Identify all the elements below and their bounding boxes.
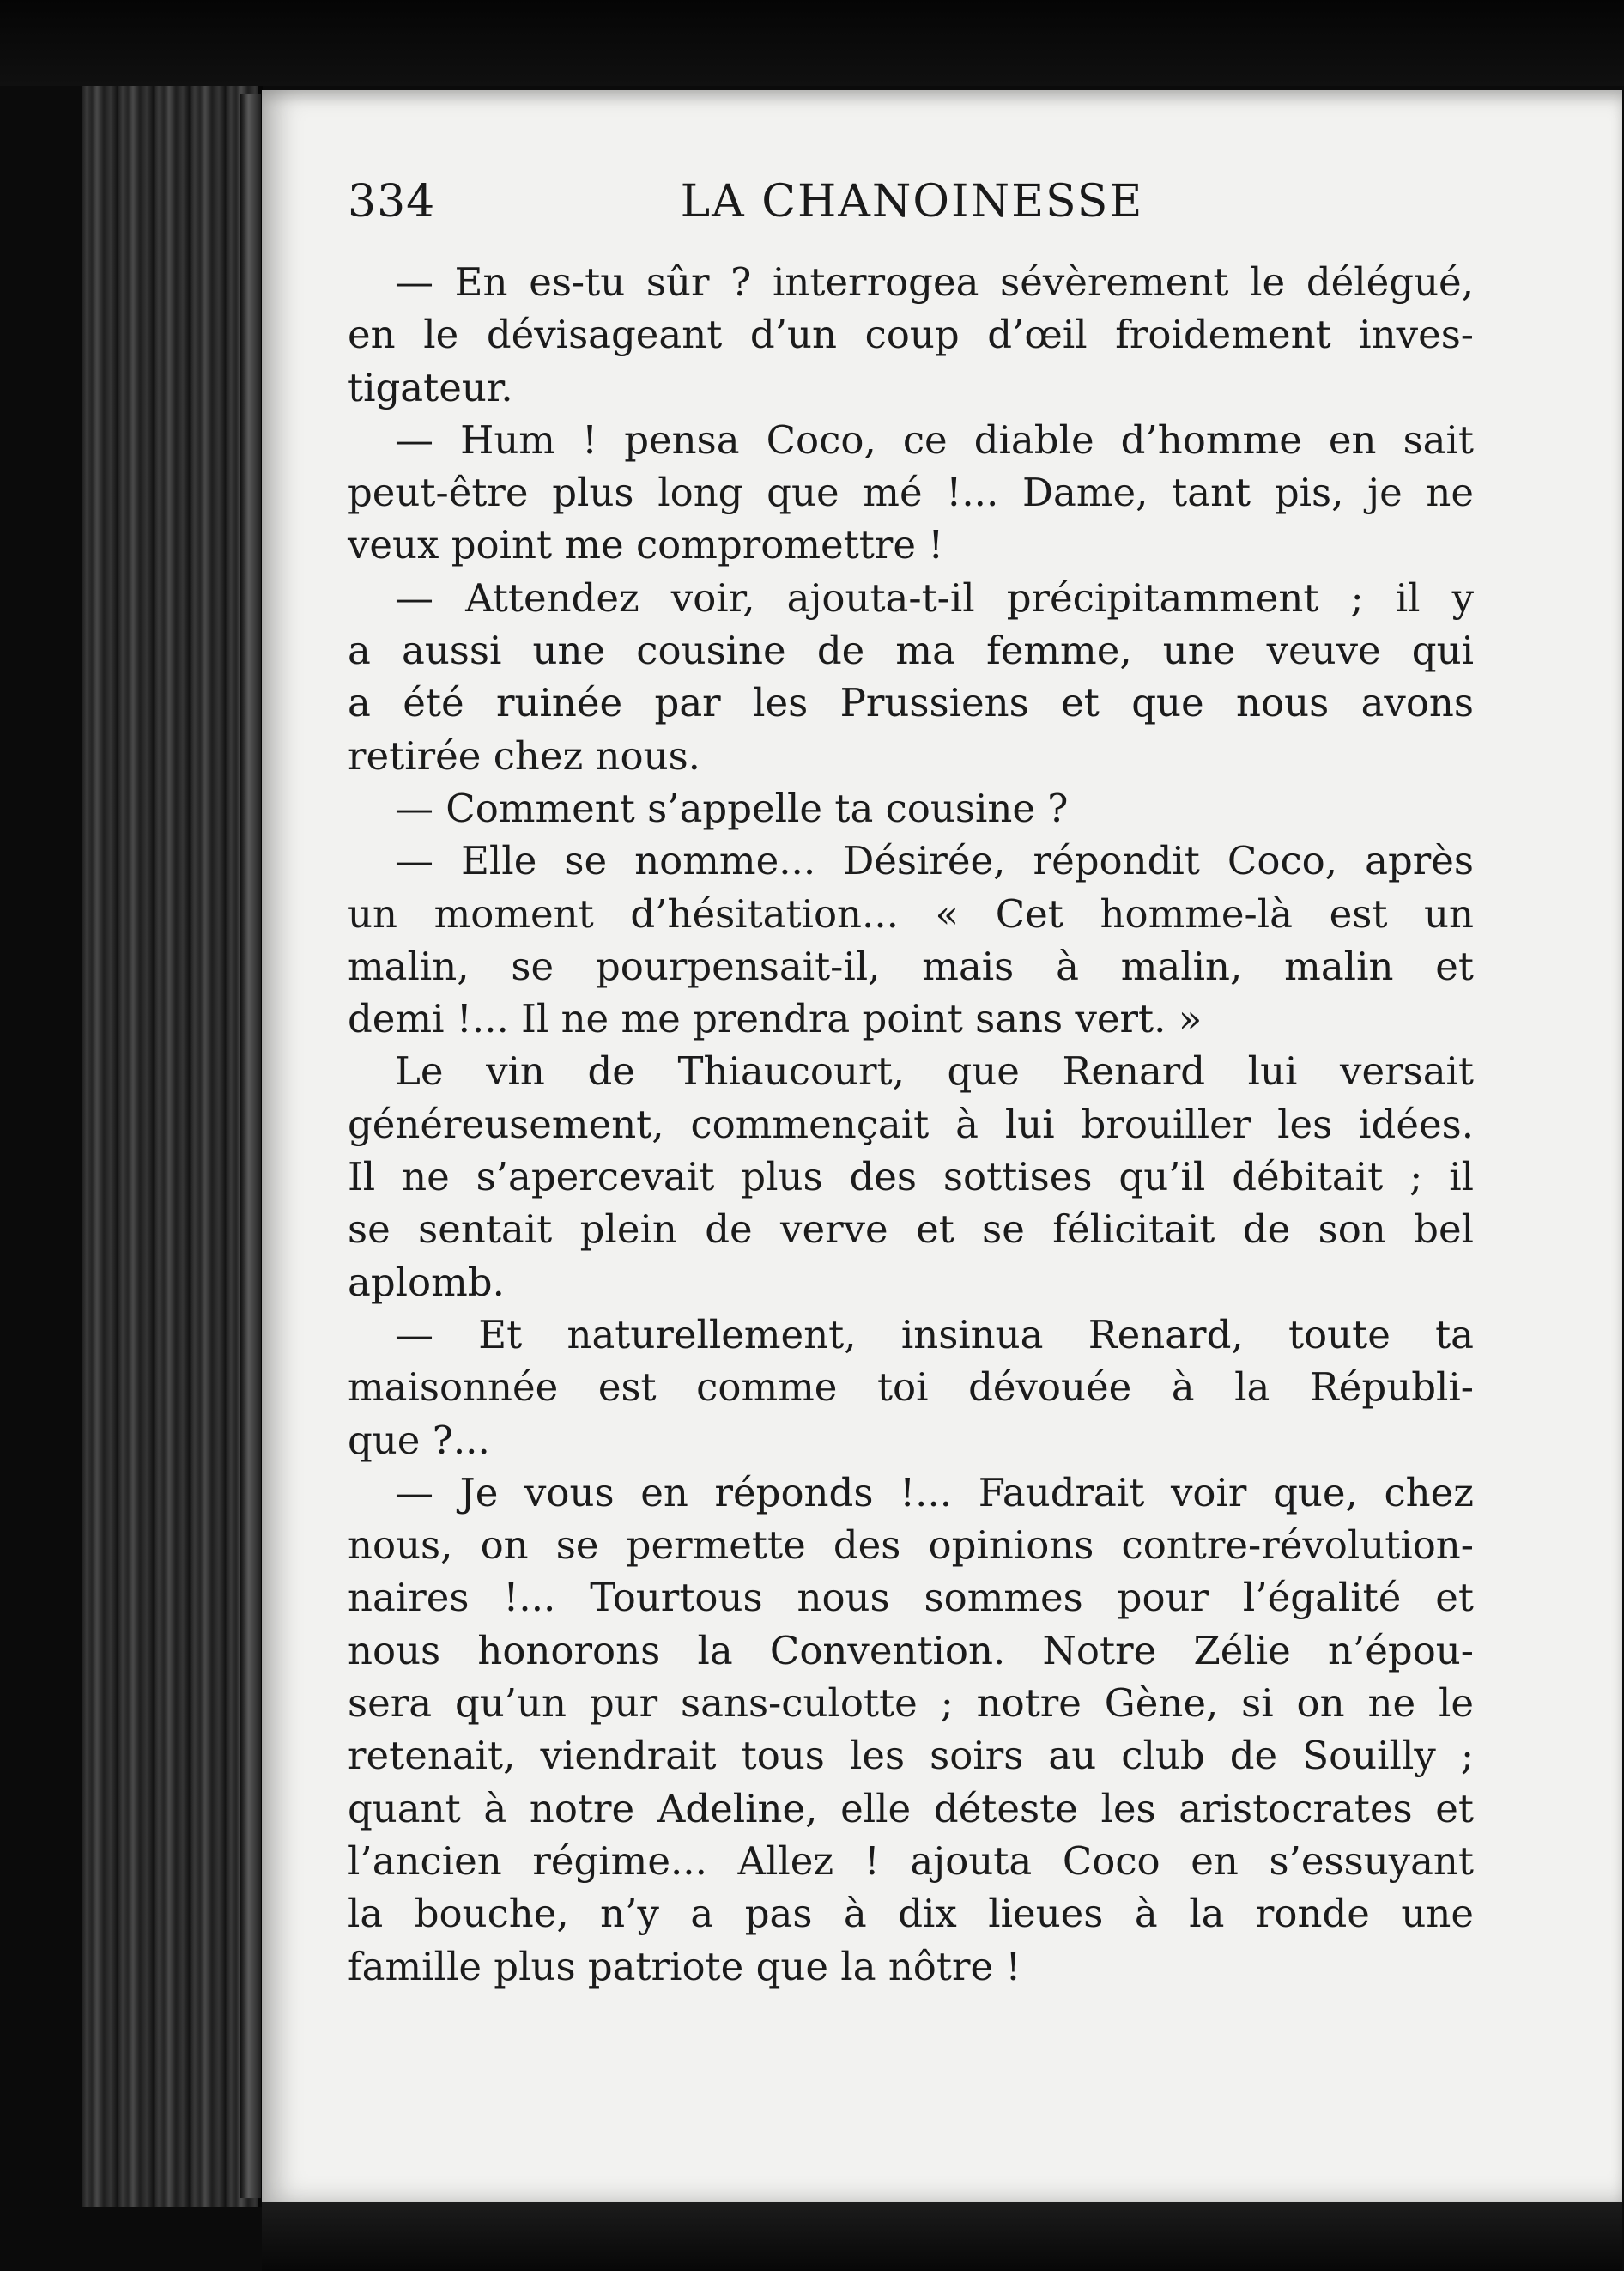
- text-line: — Comment s’appelle ta cousine ?: [395, 785, 1069, 831]
- text-line: sera qu’un pur sans-culotte ; notre Gène, si on ne le: [348, 1680, 1474, 1727]
- text-line: en le dévisageant d’un coup d’œil froidement inves-: [348, 312, 1474, 358]
- text-line: nous honorons la Convention. Notre Zélie n’épou-: [348, 1627, 1474, 1673]
- text-line: a été ruinée par les Prussiens et que nous avons: [348, 680, 1474, 726]
- book-spine: [82, 86, 263, 2207]
- text-line: malin, se pourpensait-il, mais à malin, malin et: [348, 943, 1474, 989]
- text-line: retenait, viendrait tous les soirs au club de Souilly ;: [348, 1733, 1474, 1779]
- text-line: retirée chez nous.: [348, 732, 700, 779]
- text-line: — Et naturellement, insinua Renard, toute ta: [395, 1311, 1474, 1357]
- text-line: — Je vous en réponds !... Faudrait voir que, chez: [395, 1469, 1474, 1515]
- text-line: se sentait plein de verve et se félicitait de son bel: [348, 1206, 1474, 1253]
- text-line: tigateur.: [348, 364, 513, 410]
- text-line: — Attendez voir, ajouta-t-il précipitamment ; il y: [395, 574, 1474, 621]
- text-line: — Hum ! pensa Coco, ce diable d’homme en sait: [395, 416, 1474, 463]
- page-header: [348, 176, 1476, 245]
- text-line: demi !... Il ne me prendra point sans vert. »: [348, 996, 1203, 1042]
- text-line: généreusement, commençait à lui brouiller les idées.: [348, 1101, 1474, 1147]
- text-line: Le vin de Thiaucourt, que Renard lui versait: [395, 1048, 1474, 1095]
- text-line: l’ancien régime... Allez ! ajouta Coco en s’essuyant: [348, 1837, 1474, 1884]
- text-line: a aussi une cousine de ma femme, une veuve qui: [348, 628, 1474, 674]
- text-line: veux point me compromettre !: [348, 522, 944, 568]
- text-line: quant à notre Adeline, elle déteste les aristocrates et: [348, 1785, 1474, 1831]
- running-title: LA CHANOINESSE: [680, 176, 1144, 228]
- text-line: la bouche, n’y a pas à dix lieues à la ronde une: [348, 1891, 1474, 1937]
- text-line: — En es-tu sûr ? interrogea sévèrement le délégué,: [395, 259, 1474, 305]
- text-line: nous, on se permette des opinions contre-révolution-: [348, 1522, 1474, 1569]
- text-line: aplomb.: [348, 1259, 505, 1305]
- text-line: un moment d’hésitation... « Cet homme-là est un: [348, 890, 1474, 937]
- scan-background-bottom: [262, 2202, 1622, 2271]
- book-spine-edge: [240, 94, 261, 2198]
- text-line: — Elle se nomme... Désirée, répondit Coco, après: [395, 838, 1474, 884]
- text-line: que ?...: [348, 1417, 490, 1463]
- text-line: famille plus patriote que la nôtre !: [348, 1943, 1021, 1989]
- text-line: naires !... Tourtous nous sommes pour l’égalité et: [348, 1575, 1474, 1621]
- page-number: 334: [348, 176, 436, 228]
- text-line: maisonnée est comme toi dévouée à la Républi-: [348, 1364, 1474, 1411]
- scan-background-top: [0, 0, 1624, 86]
- text-line: Il ne s’apercevait plus des sottises qu’il débitait ; il: [348, 1154, 1474, 1200]
- text-line: peut-être plus long que mé !... Dame, tant pis, je ne: [348, 470, 1474, 516]
- body-text: [348, 256, 1474, 1993]
